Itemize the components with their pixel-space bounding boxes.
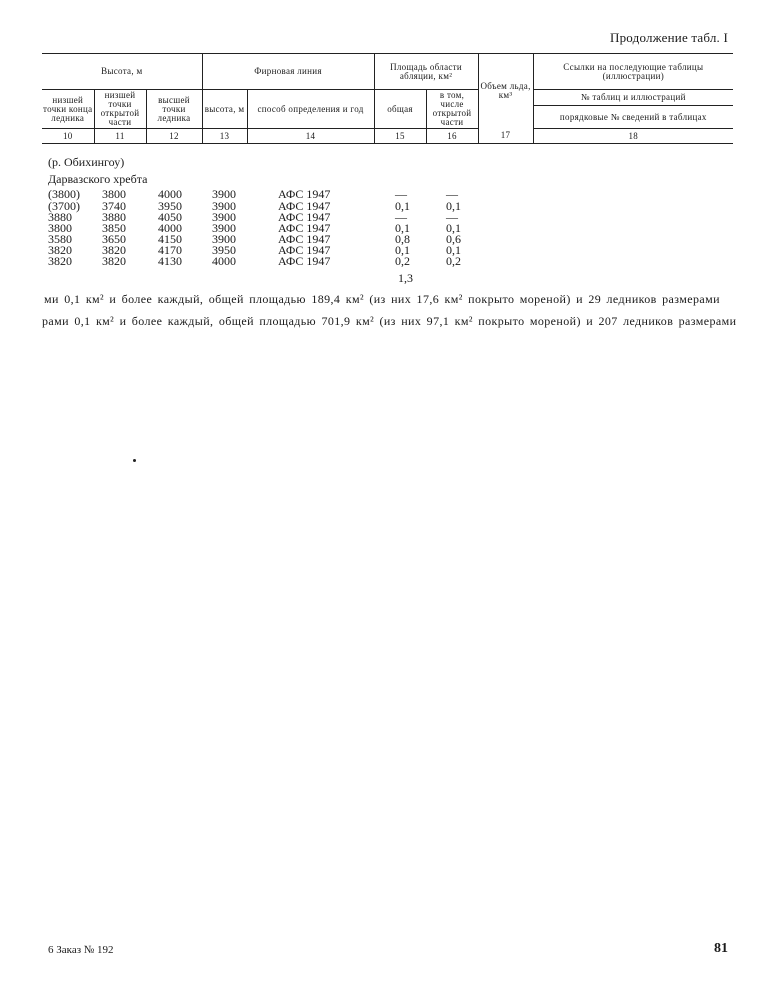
cell-lowest-open: 3880 — [102, 210, 126, 224]
header-ice-volume: Объем льда, км³ — [478, 54, 533, 129]
cell-lowest-end: 3820 — [48, 243, 72, 257]
header-firn-method: способ определения и год — [247, 90, 374, 129]
header-firn: Фирновая линия — [202, 54, 374, 90]
col-num: 14 — [247, 129, 374, 144]
cell-lowest-end: (3700) — [48, 199, 80, 213]
header-refs-ordinal: порядковые № сведений в таблицах — [533, 106, 733, 129]
cell-highest: 4170 — [158, 243, 182, 257]
col-num: 17 — [478, 129, 533, 144]
cell-abl-total: 0,2 — [395, 254, 410, 268]
header-lowest-open: низшей точки открытой части — [94, 90, 146, 129]
cell-abl-open: 0,6 — [446, 232, 461, 246]
cell-firn-method: АФС 1947 — [278, 199, 331, 213]
header-refs-tables: № таблиц и иллюстраций — [533, 90, 733, 106]
cell-firn-method: АФС 1947 — [278, 210, 331, 224]
cell-lowest-open: 3650 — [102, 232, 126, 246]
river-name: (р. Обихингоу) — [48, 155, 125, 169]
cell-lowest-end: 3800 — [48, 221, 72, 235]
cell-firn-method: АФС 1947 — [278, 187, 331, 201]
cell-lowest-open: 3740 — [102, 199, 126, 213]
cell-lowest-end: 3820 — [48, 254, 72, 268]
col-num: 15 — [374, 129, 426, 144]
cell-abl-open: — — [446, 210, 458, 224]
cell-firn-height: 3950 — [212, 243, 236, 257]
paragraph-line: рами 0,1 км² и более каждый, общей площадью 701,9 км² (из них 97,1 км² покрыто мореной) и 207 ледников размерами — [42, 314, 737, 328]
cell-firn-method: АФС 1947 — [278, 243, 331, 257]
page-number: 81 — [714, 941, 728, 956]
ablation-total: 1,3 — [398, 271, 413, 285]
cell-highest: 4150 — [158, 232, 182, 246]
cell-abl-total: 0,1 — [395, 199, 410, 213]
header-lowest-end: низшей точки конца ледника — [42, 90, 94, 129]
header-height: Высота, м — [42, 54, 202, 90]
cell-lowest-open: 3800 — [102, 187, 126, 201]
cell-firn-height: 3900 — [212, 199, 236, 213]
col-num: 18 — [533, 129, 733, 144]
cell-abl-open: — — [446, 187, 458, 201]
cell-highest: 4000 — [158, 221, 182, 235]
cell-abl-open: 0,1 — [446, 199, 461, 213]
range-name: Дарвазского хребта — [48, 172, 148, 186]
col-num: 12 — [146, 129, 202, 144]
cell-lowest-end: 3580 — [48, 232, 72, 246]
col-num: 13 — [202, 129, 247, 144]
cell-firn-height: 3900 — [212, 221, 236, 235]
cell-lowest-open: 3820 — [102, 254, 126, 268]
col-num: 10 — [42, 129, 94, 144]
cell-firn-height: 3900 — [212, 187, 236, 201]
cell-highest: 4130 — [158, 254, 182, 268]
cell-lowest-open: 3850 — [102, 221, 126, 235]
cell-abl-total: — — [395, 187, 407, 201]
cell-abl-open: 0,1 — [446, 221, 461, 235]
header-abl-open: в том, числе открытой части — [426, 90, 478, 129]
footer-order-number: 6 Заказ № 192 — [48, 944, 114, 956]
cell-highest: 4000 — [158, 187, 182, 201]
cell-abl-total: 0,8 — [395, 232, 410, 246]
print-speck — [133, 459, 136, 462]
col-num: 11 — [94, 129, 146, 144]
cell-abl-total: — — [395, 210, 407, 224]
cell-lowest-end: (3800) — [48, 187, 80, 201]
table-row — [0, 187, 773, 199]
header-abl-total: общая — [374, 90, 426, 129]
cell-highest: 4050 — [158, 210, 182, 224]
cell-firn-height: 3900 — [212, 210, 236, 224]
cell-lowest-open: 3820 — [102, 243, 126, 257]
header-ablation: Площадь области абляции, км² — [374, 54, 478, 90]
cell-firn-method: АФС 1947 — [278, 232, 331, 246]
paragraph-line: ми 0,1 км² и более каждый, общей площадью 189,4 км² (из них 17,6 км² покрыто мореной) и 29 ледников размерами — [44, 292, 720, 306]
cell-abl-open: 0,1 — [446, 243, 461, 257]
cell-abl-total: 0,1 — [395, 221, 410, 235]
cell-firn-method: АФС 1947 — [278, 254, 331, 268]
table-header — [42, 53, 733, 144]
cell-firn-height: 4000 — [212, 254, 236, 268]
header-refs: Ссылки на последующие таблицы (иллюстрации) — [533, 54, 733, 90]
cell-lowest-end: 3880 — [48, 210, 72, 224]
cell-firn-height: 3900 — [212, 232, 236, 246]
cell-firn-method: АФС 1947 — [278, 221, 331, 235]
col-num: 16 — [426, 129, 478, 144]
cell-highest: 3950 — [158, 199, 182, 213]
table-row — [0, 254, 773, 266]
header-highest: высшей точки ледника — [146, 90, 202, 129]
continuation-title: Продолжение табл. I — [610, 30, 728, 45]
header-firn-height: высота, м — [202, 90, 247, 129]
cell-abl-open: 0,2 — [446, 254, 461, 268]
cell-abl-total: 0,1 — [395, 243, 410, 257]
